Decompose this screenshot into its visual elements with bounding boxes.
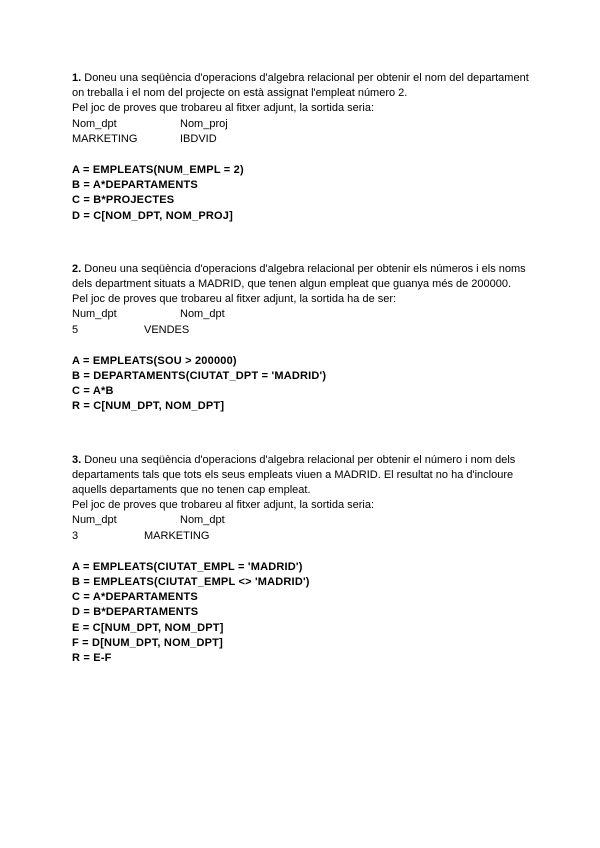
result-value: MARKETING — [72, 132, 138, 145]
exercise-question — [72, 71, 532, 101]
algebra-step: A = EMPLEATS(CIUTAT_EMPL = 'MADRID') — [72, 560, 303, 573]
result-value: MARKETING — [144, 529, 210, 542]
result-value: 3 — [72, 529, 79, 542]
algebra-step: C = A*DEPARTAMENTS — [72, 591, 198, 604]
document-page — [72, 71, 532, 666]
algebra-step: D = C[NOM_DPT, NOM_PROJ] — [72, 209, 233, 222]
exercise-1 — [72, 71, 532, 224]
algebra-step: D = B*DEPARTAMENTS — [72, 606, 199, 619]
algebra-steps — [72, 163, 532, 224]
expected-output-intro: Pel joc de proves que trobareu al fitxer adjunt, la sortida ha de ser: — [72, 293, 397, 306]
result-header-row — [72, 117, 532, 132]
algebra-step: R = E-F — [72, 652, 112, 665]
result-header-row — [72, 513, 532, 528]
exercise-3 — [72, 453, 532, 667]
algebra-step: A = EMPLEATS(NUM_EMPL = 2) — [72, 164, 244, 177]
exercise-number: 3. — [72, 453, 82, 466]
result-column-header: Nom_dpt — [180, 514, 225, 527]
result-value-row — [72, 529, 532, 544]
result-value: IBDVID — [180, 132, 217, 145]
algebra-step: E = C[NUM_DPT, NOM_DPT] — [72, 621, 224, 634]
exercise-question — [72, 262, 532, 292]
algebra-step: A = EMPLEATS(SOU > 200000) — [72, 354, 237, 367]
exercise-number: 1. — [72, 72, 82, 84]
expected-output-intro: Pel joc de proves que trobareu al fitxer adjunt, la sortida seria: — [72, 499, 375, 512]
algebra-step: B = EMPLEATS(CIUTAT_EMPL <> 'MADRID') — [72, 576, 310, 589]
algebra-step: C = B*PROJECTES — [72, 194, 175, 207]
exercise-question — [72, 453, 532, 499]
result-column-header: Num_dpt — [72, 514, 117, 527]
algebra-step: F = D[NUM_DPT, NOM_DPT] — [72, 636, 223, 649]
result-value: VENDES — [144, 323, 190, 336]
question-text: Doneu una seqüència d'operacions d'algebra relacional per obtenir el número i nom dels departaments tals que tots els seus empleats viuen a MADRID. El resultat no ha d'incloure aquells departaments que no tenen cap empleat. — [72, 453, 516, 497]
exercise-2 — [72, 262, 532, 415]
result-column-header: Num_dpt — [72, 308, 117, 321]
algebra-step: B = A*DEPARTAMENTS — [72, 179, 198, 192]
result-column-header: Nom_dpt — [180, 308, 225, 321]
algebra-steps — [72, 560, 532, 666]
algebra-steps — [72, 354, 532, 415]
exercise-number: 2. — [72, 262, 82, 275]
result-value-row — [72, 323, 532, 338]
algebra-step: C = A*B — [72, 385, 114, 398]
algebra-step: R = C[NUM_DPT, NOM_DPT] — [72, 400, 225, 413]
question-text: Doneu una seqüència d'operacions d'algebra relacional per obtenir el nom del departament on treballa i el nom del projecte on està assignat l'empleat número 2. — [72, 72, 529, 100]
question-text: Doneu una seqüència d'operacions d'algebra relacional per obtenir els números i els noms dels department situats a MADRID, que tenen algun empleat que guanya més de 200000. — [72, 262, 526, 291]
result-header-row — [72, 307, 532, 322]
result-value-row — [72, 132, 532, 147]
result-column-header: Nom_dpt — [72, 117, 117, 130]
expected-output-intro: Pel joc de proves que trobareu al fitxer adjunt, la sortida seria: — [72, 102, 375, 115]
algebra-step: B = DEPARTAMENTS(CIUTAT_DPT = 'MADRID') — [72, 370, 327, 383]
result-value: 5 — [72, 323, 79, 336]
result-column-header: Nom_proj — [180, 117, 228, 130]
